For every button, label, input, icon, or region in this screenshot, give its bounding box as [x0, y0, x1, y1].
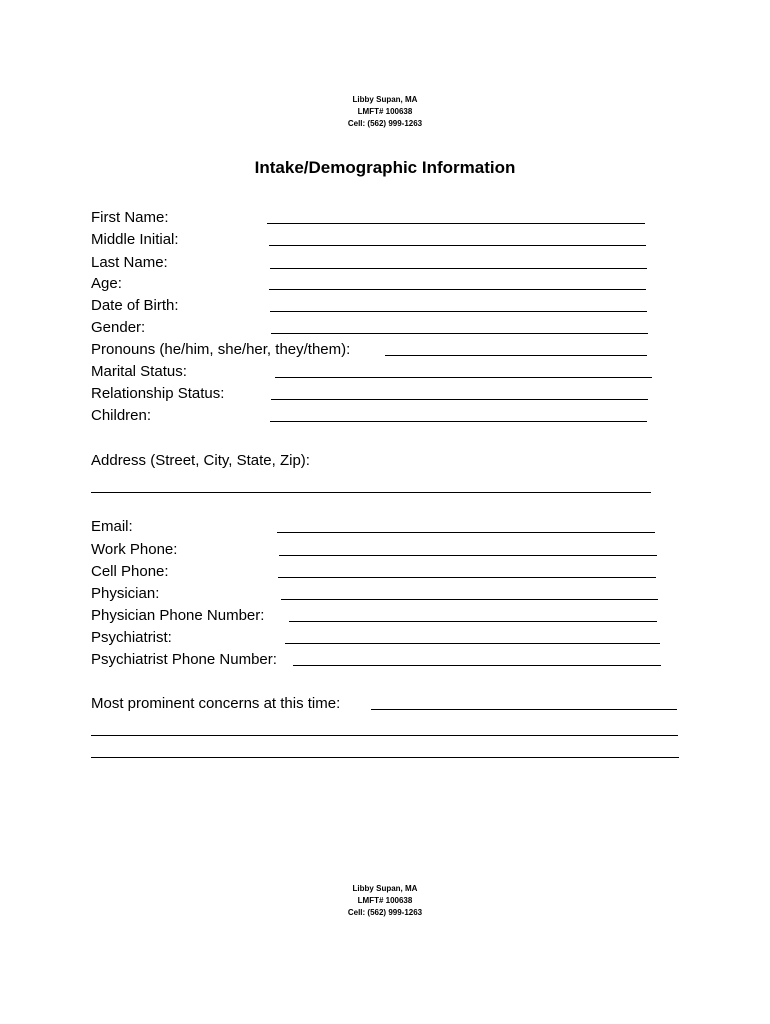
physician-field[interactable]	[281, 599, 658, 600]
psychiatrist-phone-field[interactable]	[293, 665, 661, 666]
first-name-label: First Name:	[91, 209, 169, 226]
footer-name: Libby Supan, MA	[352, 884, 418, 893]
psychiatrist-label: Psychiatrist:	[91, 629, 172, 646]
children-row	[91, 405, 691, 427]
footer-cell: Cell: (562) 999-1263	[347, 908, 423, 917]
work-phone-row	[91, 539, 691, 561]
concerns-row	[91, 693, 691, 715]
address-label: Address (Street, City, State, Zip):	[91, 452, 310, 469]
footer-license: LMFT# 100638	[357, 896, 413, 905]
dob-row	[91, 295, 691, 317]
form-title: Intake/Demographic Information	[254, 158, 516, 177]
middle-initial-label: Middle Initial:	[91, 231, 179, 248]
psychiatrist-phone-row	[91, 649, 691, 671]
pronouns-field[interactable]	[385, 355, 647, 356]
middle-initial-row	[91, 229, 691, 251]
concerns-line-3[interactable]	[91, 757, 679, 758]
physician-phone-row	[91, 605, 691, 627]
dob-label: Date of Birth:	[91, 297, 179, 314]
physician-phone-field[interactable]	[289, 621, 657, 622]
last-name-field[interactable]	[270, 268, 647, 269]
concerns-line-2[interactable]	[91, 735, 678, 736]
first-name-field[interactable]	[267, 223, 645, 224]
header-contact	[0, 94, 770, 130]
work-phone-label: Work Phone:	[91, 541, 178, 558]
header-cell: Cell: (562) 999-1263	[347, 119, 423, 128]
relationship-status-label: Relationship Status:	[91, 385, 225, 402]
email-row	[91, 516, 691, 538]
address-field[interactable]	[91, 492, 651, 493]
relationship-status-field[interactable]	[271, 399, 648, 400]
age-row	[91, 273, 691, 295]
cell-phone-field[interactable]	[278, 577, 656, 578]
last-name-row	[91, 252, 691, 274]
age-field[interactable]	[269, 289, 646, 290]
children-field[interactable]	[270, 421, 647, 422]
marital-status-field[interactable]	[275, 377, 652, 378]
pronouns-row	[91, 339, 691, 361]
physician-label: Physician:	[91, 585, 160, 602]
relationship-status-row	[91, 383, 691, 405]
gender-row	[91, 317, 691, 339]
marital-status-label: Marital Status:	[91, 363, 187, 380]
address-row	[91, 450, 691, 472]
middle-initial-field[interactable]	[269, 245, 646, 246]
email-field[interactable]	[277, 532, 655, 533]
cell-phone-row	[91, 561, 691, 583]
psychiatrist-row	[91, 627, 691, 649]
last-name-label: Last Name:	[91, 254, 168, 271]
age-label: Age:	[91, 275, 122, 292]
email-label: Email:	[91, 518, 133, 535]
gender-field[interactable]	[271, 333, 648, 334]
first-name-row	[91, 207, 691, 229]
psychiatrist-phone-label: Psychiatrist Phone Number:	[91, 651, 277, 668]
footer-contact	[0, 883, 770, 919]
psychiatrist-field[interactable]	[285, 643, 660, 644]
dob-field[interactable]	[270, 311, 647, 312]
concerns-label: Most prominent concerns at this time:	[91, 695, 341, 712]
header-name: Libby Supan, MA	[352, 95, 418, 104]
physician-row	[91, 583, 691, 605]
marital-status-row	[91, 361, 691, 383]
physician-phone-label: Physician Phone Number:	[91, 607, 265, 624]
gender-label: Gender:	[91, 319, 146, 336]
cell-phone-label: Cell Phone:	[91, 563, 169, 580]
header-license: LMFT# 100638	[357, 107, 413, 116]
children-label: Children:	[91, 407, 152, 424]
concerns-field[interactable]	[371, 709, 677, 710]
work-phone-field[interactable]	[279, 555, 657, 556]
pronouns-label: Pronouns (he/him, she/her, they/them):	[91, 341, 351, 358]
